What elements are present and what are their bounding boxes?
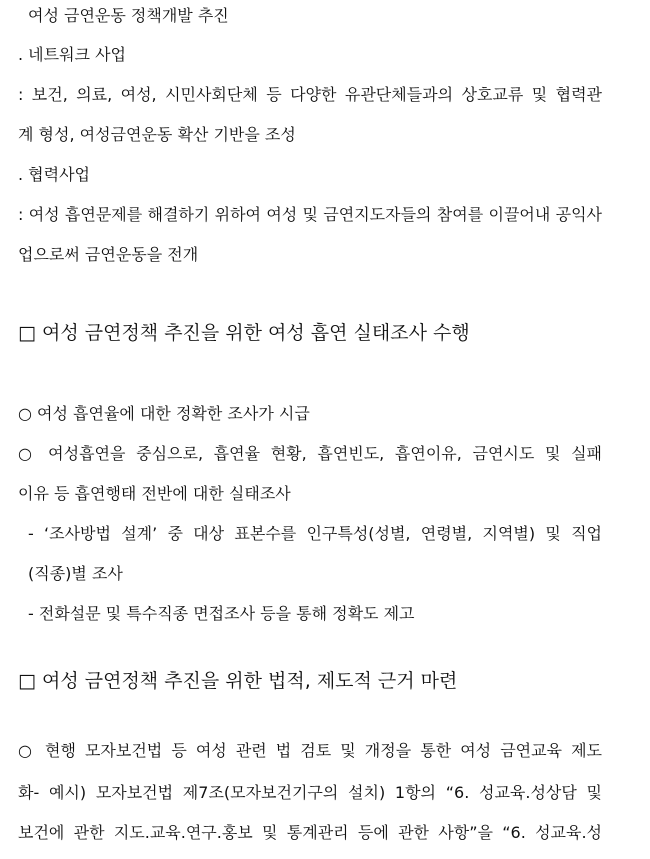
- section-1-line-1: ○ 여성 흡연율에 대한 정확한 조사가 시급: [18, 404, 310, 423]
- intro-line-5: . 협력사업: [18, 165, 90, 184]
- section-1-line-6: - 전화설문 및 특수직종 면접조사 등을 통해 정확도 제고: [28, 604, 415, 623]
- intro-line-6: : 여성 흡연문제를 해결하기 위하여 여성 및 금연지도자들의 참여를 이끌어내 공익사: [18, 205, 602, 224]
- intro-line-7: 업으로써 금연운동을 전개: [18, 245, 199, 264]
- section-2-line-2: 화- 예시) 모자보건법 제7조(모자보건기구의 설치) 1항의 “6. 성교육.성상담 및: [18, 783, 602, 802]
- intro-line-4: 계 형성, 여성금연운동 확산 기반을 조성: [18, 125, 296, 144]
- section-2-line-1: ○ 현행 모자보건법 등 여성 관련 법 검토 및 개정을 통한 여성 금연교육 제도: [18, 741, 602, 760]
- section-1-heading: □ 여성 금연정책 추진을 위한 여성 흡연 실태조사 수행: [18, 322, 470, 344]
- intro-line-1: 여성 금연운동 정책개발 추진: [28, 6, 229, 25]
- section-1-line-4: - ‘조사방법 설계’ 중 대상 표본수를 인구특성(성별, 연령별, 지역별) 및 직업: [28, 524, 602, 543]
- section-1-line-5: (직종)별 조사: [28, 564, 123, 583]
- section-2-line-3: 보건에 관한 지도.교육.연구.홍보 및 통계관리 등에 관한 사항”을 “6. 성교육.성: [18, 823, 602, 842]
- section-2-heading: □ 여성 금연정책 추진을 위한 법적, 제도적 근거 마련: [18, 670, 458, 692]
- section-1-line-3: 이유 등 흡연행태 전반에 대한 실태조사: [18, 484, 291, 503]
- section-1-line-2: ○ 여성흡연을 중심으로, 흡연율 현황, 흡연빈도, 흡연이유, 금연시도 및 실패: [18, 444, 602, 463]
- intro-line-3: : 보건, 의료, 여성, 시민사회단체 등 다양한 유관단체들과의 상호교류 및 협력관: [18, 85, 602, 104]
- intro-line-2: . 네트워크 사업: [18, 45, 126, 64]
